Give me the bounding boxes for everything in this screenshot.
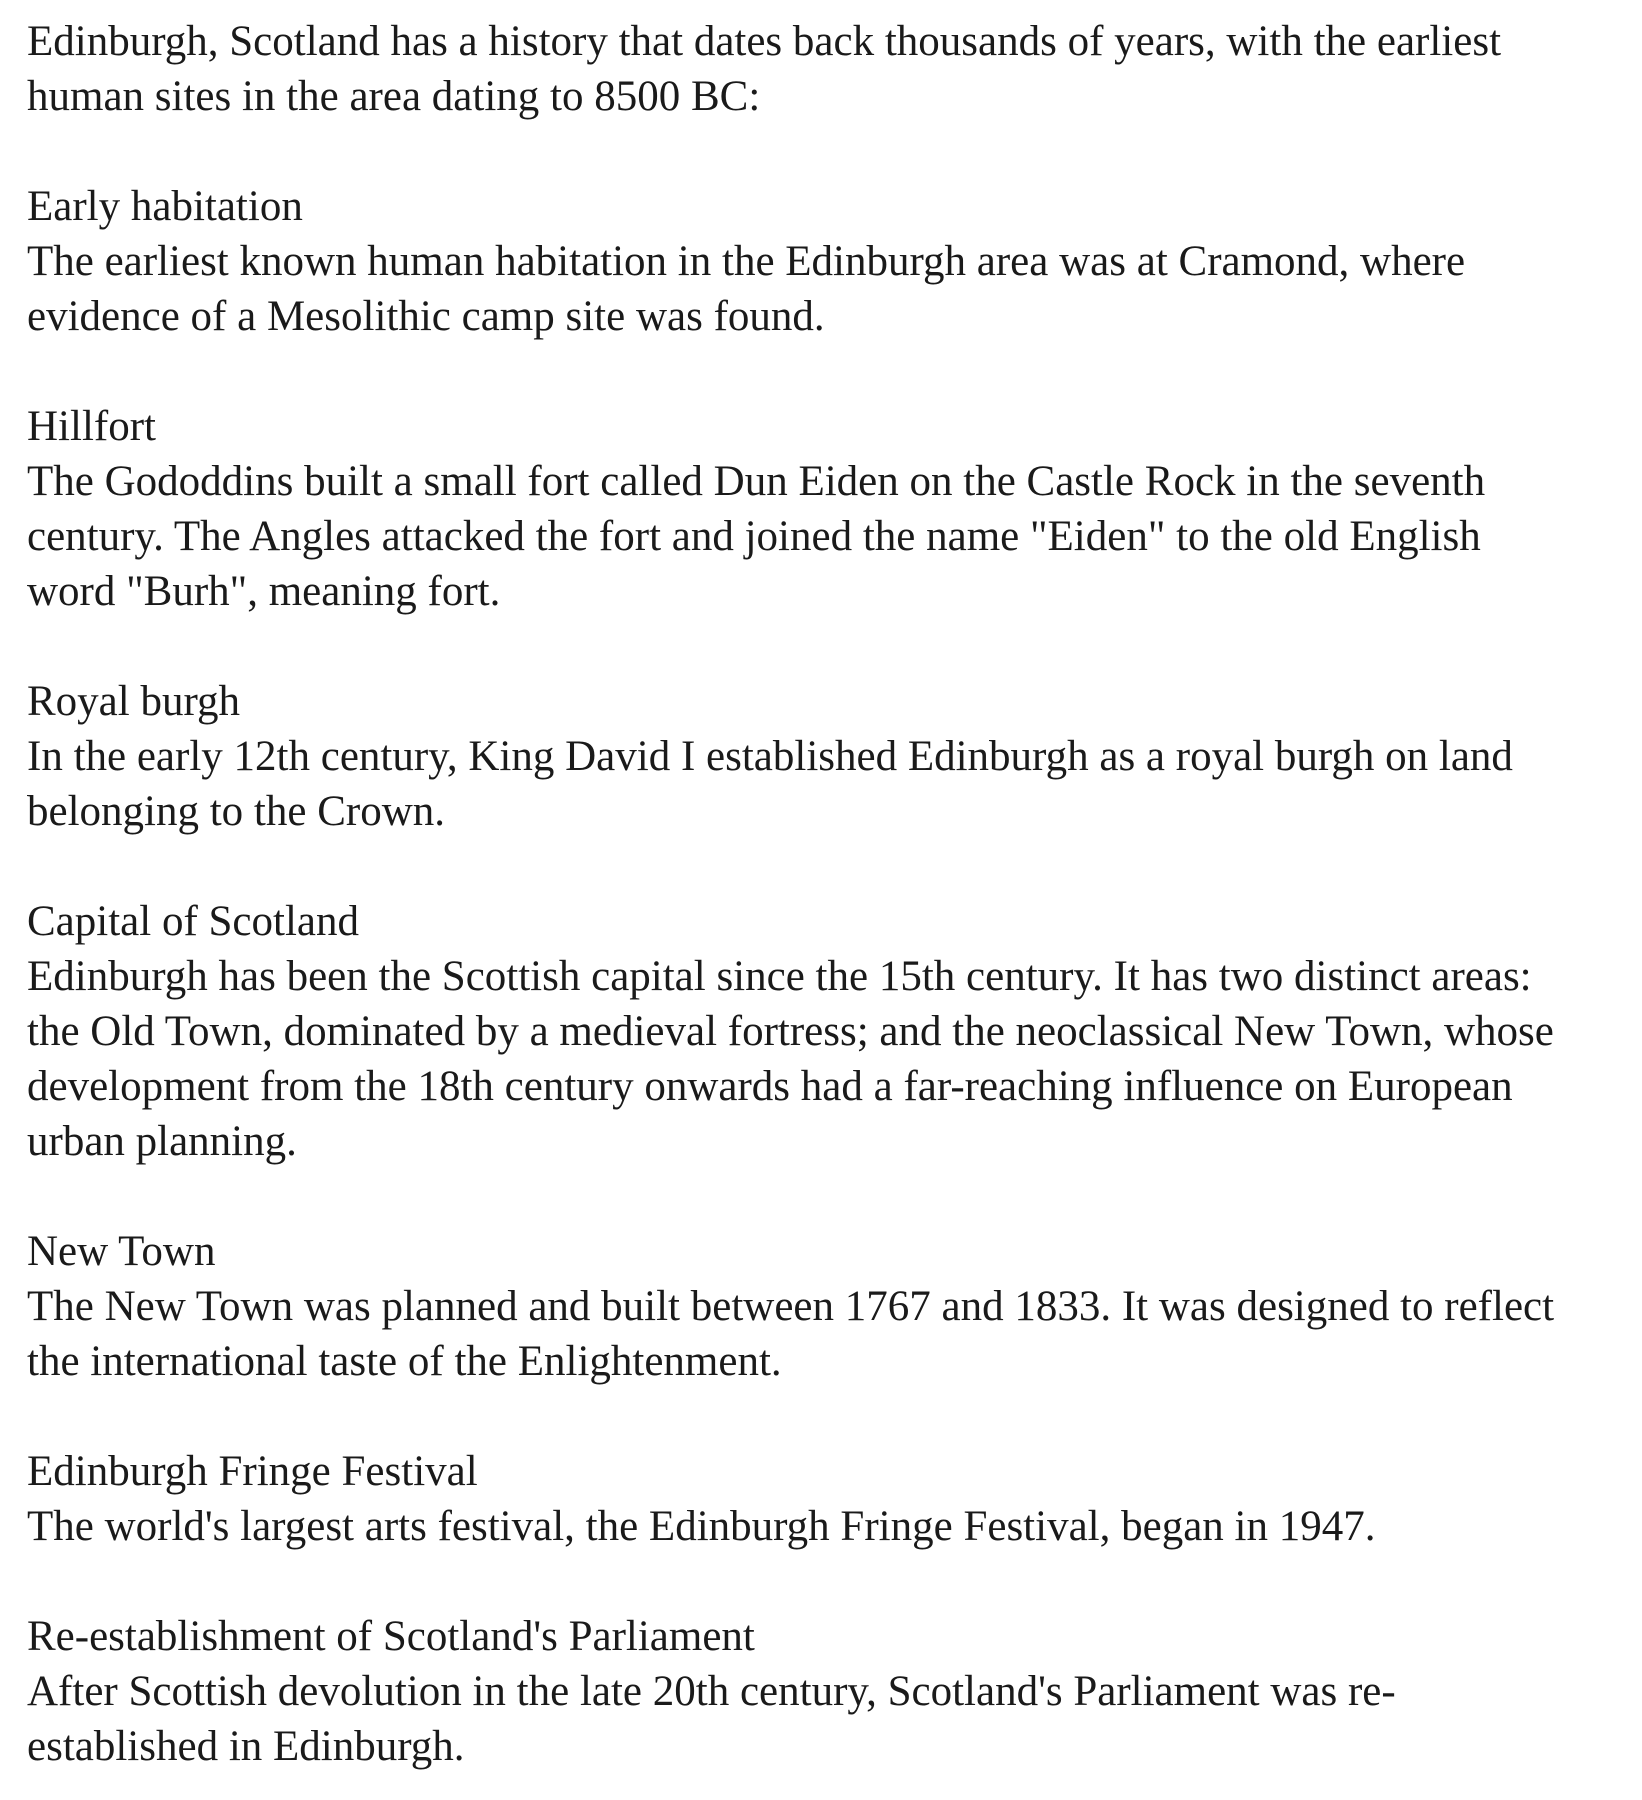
- section-body: The New Town was planned and built between 1767 and 1833. It was designed to reflect the international taste of the Enlightenment.: [27, 1283, 1555, 1385]
- section-body: The Gododdins built a small fort called Dun Eiden on the Castle Rock in the seventh century. The Angles attacked the fort and joined the name "Eiden" to the old English word "Burh", meaning fort.: [27, 458, 1486, 615]
- section-title: Early habitation: [27, 183, 303, 230]
- section-body: The earliest known human habitation in the Edinburgh area was at Cramond, where evidence of a Mesolithic camp site was found.: [27, 238, 1466, 340]
- section-parliament: [27, 1609, 1537, 1774]
- section-body: In the early 12th century, King David I established Edinburgh as a royal burgh on land belonging to the Crown.: [27, 733, 1513, 835]
- section-new-town: [27, 1224, 1587, 1389]
- section-body: After Scottish devolution in the late 20th century, Scotland's Parliament was re-established in Edinburgh.: [27, 1668, 1396, 1770]
- section-title: Re-establishment of Scotland's Parliament: [27, 1613, 755, 1660]
- section-body: The world's largest arts festival, the Edinburgh Fringe Festival, began in 1947.: [27, 1503, 1376, 1550]
- section-hillfort: [27, 399, 1567, 619]
- intro-paragraph: Edinburgh, Scotland has a history that dates back thousands of years, with the earliest human sites in the area dating to 8500 BC:: [27, 18, 1502, 120]
- section-title: New Town: [27, 1228, 216, 1275]
- section-body: Edinburgh has been the Scottish capital since the 15th century. It has two distinct areas: the Old Town, dominated by a medieval fortress; and the neoclassical New Town, whose development from the 18th century onwards had a far-reaching influence on European urban planning.: [27, 953, 1554, 1165]
- section-title: Royal burgh: [27, 678, 241, 725]
- section-title: Capital of Scotland: [27, 898, 359, 945]
- section-capital-of-scotland: [27, 894, 1567, 1169]
- section-fringe-festival: [27, 1444, 1622, 1554]
- section-royal-burgh: [27, 674, 1587, 839]
- section-title: Edinburgh Fringe Festival: [27, 1448, 478, 1495]
- section-title: Hillfort: [27, 403, 156, 450]
- section-early-habitation: [27, 179, 1622, 344]
